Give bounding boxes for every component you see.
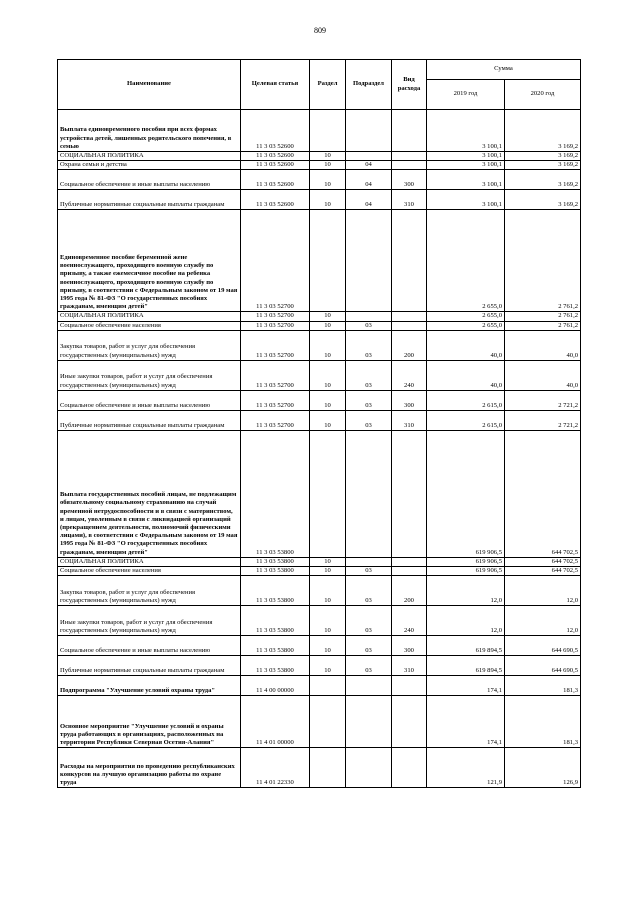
row-subsection bbox=[346, 676, 392, 696]
header-year-2019: 2019 год bbox=[427, 80, 505, 110]
row-section: 10 bbox=[310, 321, 346, 330]
row-name: Расходы на мероприятия по проведению республиканских конкурсов на лучшую организацию работы по охране труда bbox=[58, 748, 241, 788]
row-sum-2020: 40,0 bbox=[505, 360, 581, 390]
row-sum-2019: 619 894,5 bbox=[427, 636, 505, 656]
row-target: 11 3 03 52700 bbox=[241, 390, 310, 410]
header-expense-type: Вид расхода bbox=[392, 60, 427, 110]
row-subsection bbox=[346, 696, 392, 748]
row-sum-2019: 2 615,0 bbox=[427, 410, 505, 430]
row-subsection bbox=[346, 430, 392, 557]
row-target: 11 3 03 53800 bbox=[241, 656, 310, 676]
row-name: Публичные нормативные социальные выплаты гражданам bbox=[58, 190, 241, 210]
row-name: Иные закупки товаров, работ и услуг для обеспечения государственных (муниципальных) нужд bbox=[58, 606, 241, 636]
table-row bbox=[58, 676, 581, 696]
row-sum-2019: 3 100,1 bbox=[427, 161, 505, 170]
row-sum-2020: 2 721,2 bbox=[505, 410, 581, 430]
header-target: Целевая статья bbox=[241, 60, 310, 110]
row-section: 10 bbox=[310, 161, 346, 170]
row-sum-2020: 2 761,2 bbox=[505, 312, 581, 321]
row-expense-type bbox=[392, 210, 427, 312]
row-target: 11 3 03 52600 bbox=[241, 170, 310, 190]
row-sum-2020: 181,3 bbox=[505, 696, 581, 748]
table-row bbox=[58, 606, 581, 636]
row-sum-2019: 174,1 bbox=[427, 696, 505, 748]
row-target: 11 3 03 52600 bbox=[241, 152, 310, 161]
row-sum-2020: 3 169,2 bbox=[505, 170, 581, 190]
row-section: 10 bbox=[310, 557, 346, 566]
header-section: Раздел bbox=[310, 60, 346, 110]
table-row bbox=[58, 576, 581, 606]
table-row bbox=[58, 557, 581, 566]
row-expense-type: 240 bbox=[392, 606, 427, 636]
row-sum-2020: 126,9 bbox=[505, 748, 581, 788]
row-sum-2019: 3 100,1 bbox=[427, 190, 505, 210]
row-subsection: 03 bbox=[346, 410, 392, 430]
row-expense-type: 300 bbox=[392, 390, 427, 410]
row-name: Закупка товаров, работ и услуг для обеспечения государственных (муниципальных) нужд bbox=[58, 330, 241, 360]
row-expense-type bbox=[392, 312, 427, 321]
row-target: 11 3 03 53800 bbox=[241, 606, 310, 636]
row-section bbox=[310, 110, 346, 152]
row-expense-type: 310 bbox=[392, 410, 427, 430]
row-section: 10 bbox=[310, 152, 346, 161]
row-sum-2020: 3 169,2 bbox=[505, 161, 581, 170]
row-section: 10 bbox=[310, 190, 346, 210]
row-expense-type bbox=[392, 430, 427, 557]
row-sum-2019: 3 100,1 bbox=[427, 170, 505, 190]
row-section: 10 bbox=[310, 576, 346, 606]
row-target: 11 3 03 52700 bbox=[241, 330, 310, 360]
table-row bbox=[58, 170, 581, 190]
row-target: 11 3 03 53800 bbox=[241, 636, 310, 656]
row-sum-2020: 2 761,2 bbox=[505, 210, 581, 312]
row-expense-type bbox=[392, 321, 427, 330]
row-target: 11 4 01 22330 bbox=[241, 748, 310, 788]
row-sum-2020: 2 721,2 bbox=[505, 390, 581, 410]
row-subsection bbox=[346, 748, 392, 788]
row-name: Закупка товаров, работ и услуг для обеспечения государственных (муниципальных) нужд bbox=[58, 576, 241, 606]
row-name: Социальное обеспечение и иные выплаты населению bbox=[58, 390, 241, 410]
row-sum-2020: 40,0 bbox=[505, 330, 581, 360]
row-expense-type: 300 bbox=[392, 636, 427, 656]
table-row bbox=[58, 430, 581, 557]
row-target: 11 4 01 00000 bbox=[241, 696, 310, 748]
row-name: Выплата государственных пособий лицам, не подлежащим обязательному социальному страхованию на случай временной нетрудоспособности и в связи с материнством, и лицам, уволенным в связи с ликвидацией организаций (прекращением деятельности, полномочий физическими лицами), в соответствии с Федеральным законом от 19 мая 1995 года № 81-ФЗ "О государственных пособиях гражданам, имеющим детей" bbox=[58, 430, 241, 557]
row-target: 11 3 03 52700 bbox=[241, 321, 310, 330]
budget-table bbox=[57, 59, 581, 788]
row-expense-type: 200 bbox=[392, 330, 427, 360]
row-subsection bbox=[346, 312, 392, 321]
row-section bbox=[310, 210, 346, 312]
table-row bbox=[58, 567, 581, 576]
row-subsection bbox=[346, 110, 392, 152]
row-expense-type bbox=[392, 696, 427, 748]
row-sum-2020: 12,0 bbox=[505, 606, 581, 636]
row-target: 11 3 03 52700 bbox=[241, 410, 310, 430]
header-sum: Сумма bbox=[427, 60, 581, 80]
row-sum-2019: 619 906,5 bbox=[427, 430, 505, 557]
row-sum-2019: 2 655,0 bbox=[427, 321, 505, 330]
row-sum-2019: 40,0 bbox=[427, 330, 505, 360]
row-expense-type bbox=[392, 161, 427, 170]
row-expense-type bbox=[392, 567, 427, 576]
row-sum-2020: 12,0 bbox=[505, 576, 581, 606]
row-expense-type: 310 bbox=[392, 190, 427, 210]
row-name: Основное мероприятие "Улучшение условий и охраны труда работающих в организациях, расположенных на территории Республики Северная Осетия-Алания" bbox=[58, 696, 241, 748]
row-name: Выплата единовременного пособия при всех формах устройства детей, лишенных родительского попечения, в семью bbox=[58, 110, 241, 152]
row-sum-2019: 40,0 bbox=[427, 360, 505, 390]
row-section: 10 bbox=[310, 330, 346, 360]
row-subsection bbox=[346, 557, 392, 566]
row-section: 10 bbox=[310, 312, 346, 321]
row-section bbox=[310, 696, 346, 748]
table-row bbox=[58, 636, 581, 656]
row-sum-2020: 2 761,2 bbox=[505, 321, 581, 330]
row-section: 10 bbox=[310, 636, 346, 656]
row-subsection: 03 bbox=[346, 567, 392, 576]
table-row bbox=[58, 410, 581, 430]
table-row bbox=[58, 161, 581, 170]
row-sum-2019: 2 615,0 bbox=[427, 390, 505, 410]
row-target: 11 3 03 52700 bbox=[241, 312, 310, 321]
row-subsection: 03 bbox=[346, 390, 392, 410]
header-year-2020: 2020 год bbox=[505, 80, 581, 110]
row-name: СОЦИАЛЬНАЯ ПОЛИТИКА bbox=[58, 152, 241, 161]
row-expense-type bbox=[392, 676, 427, 696]
row-sum-2020: 644 690,5 bbox=[505, 636, 581, 656]
row-subsection bbox=[346, 152, 392, 161]
row-target: 11 3 03 53800 bbox=[241, 576, 310, 606]
row-name: Публичные нормативные социальные выплаты гражданам bbox=[58, 410, 241, 430]
row-expense-type bbox=[392, 152, 427, 161]
row-name: Подпрограмма "Улучшение условий охраны труда" bbox=[58, 676, 241, 696]
row-section: 10 bbox=[310, 606, 346, 636]
row-name: Публичные нормативные социальные выплаты гражданам bbox=[58, 656, 241, 676]
table-row bbox=[58, 748, 581, 788]
row-expense-type bbox=[392, 748, 427, 788]
row-sum-2019: 12,0 bbox=[427, 606, 505, 636]
row-target: 11 3 03 52600 bbox=[241, 161, 310, 170]
row-subsection: 03 bbox=[346, 656, 392, 676]
row-expense-type: 200 bbox=[392, 576, 427, 606]
row-name: СОЦИАЛЬНАЯ ПОЛИТИКА bbox=[58, 557, 241, 566]
row-section bbox=[310, 748, 346, 788]
row-sum-2020: 3 169,2 bbox=[505, 152, 581, 161]
table-row bbox=[58, 110, 581, 152]
row-target: 11 3 03 52700 bbox=[241, 360, 310, 390]
row-subsection: 04 bbox=[346, 170, 392, 190]
row-target: 11 4 00 00000 bbox=[241, 676, 310, 696]
row-expense-type bbox=[392, 557, 427, 566]
row-target: 11 3 03 52600 bbox=[241, 110, 310, 152]
table-row bbox=[58, 152, 581, 161]
row-sum-2019: 3 100,1 bbox=[427, 110, 505, 152]
row-sum-2020: 181,3 bbox=[505, 676, 581, 696]
row-subsection: 03 bbox=[346, 330, 392, 360]
row-target: 11 3 03 52700 bbox=[241, 210, 310, 312]
row-section bbox=[310, 430, 346, 557]
row-section: 10 bbox=[310, 390, 346, 410]
header-name: Наименование bbox=[58, 60, 241, 110]
table-row bbox=[58, 321, 581, 330]
row-sum-2020: 3 169,2 bbox=[505, 190, 581, 210]
row-name: Социальное обеспечение населения bbox=[58, 567, 241, 576]
row-expense-type: 310 bbox=[392, 656, 427, 676]
table-row bbox=[58, 696, 581, 748]
table-row bbox=[58, 210, 581, 312]
row-subsection: 03 bbox=[346, 576, 392, 606]
row-expense-type bbox=[392, 110, 427, 152]
row-sum-2019: 12,0 bbox=[427, 576, 505, 606]
row-sum-2019: 3 100,1 bbox=[427, 152, 505, 161]
row-subsection: 03 bbox=[346, 360, 392, 390]
row-name: Единовременное пособие беременной жене военнослужащего, проходящего военную службу по призыву, а также ежемесячное пособие на ребенка военнослужащего, проходящего военную службу по призыву, в соответствии с Федеральным законом от 19 мая 1995 года № 81-ФЗ "О государственных пособиях гражданам, имеющим детей" bbox=[58, 210, 241, 312]
row-section: 10 bbox=[310, 170, 346, 190]
row-target: 11 3 03 53800 bbox=[241, 430, 310, 557]
row-sum-2020: 644 690,5 bbox=[505, 656, 581, 676]
table-row bbox=[58, 312, 581, 321]
header-subsection: Подраздел bbox=[346, 60, 392, 110]
row-sum-2019: 174,1 bbox=[427, 676, 505, 696]
row-name: Социальное обеспечение населения bbox=[58, 321, 241, 330]
row-subsection: 03 bbox=[346, 636, 392, 656]
row-section: 10 bbox=[310, 410, 346, 430]
row-sum-2019: 619 906,5 bbox=[427, 557, 505, 566]
row-target: 11 3 03 52600 bbox=[241, 190, 310, 210]
row-name: Иные закупки товаров, работ и услуг для обеспечения государственных (муниципальных) нужд bbox=[58, 360, 241, 390]
row-subsection: 03 bbox=[346, 321, 392, 330]
row-sum-2020: 644 702,5 bbox=[505, 567, 581, 576]
row-subsection: 04 bbox=[346, 161, 392, 170]
row-expense-type: 240 bbox=[392, 360, 427, 390]
row-name: Социальное обеспечение и иные выплаты населению bbox=[58, 636, 241, 656]
row-section bbox=[310, 676, 346, 696]
table-row bbox=[58, 190, 581, 210]
row-sum-2019: 619 906,5 bbox=[427, 567, 505, 576]
row-sum-2020: 644 702,5 bbox=[505, 557, 581, 566]
table-row bbox=[58, 390, 581, 410]
row-name: СОЦИАЛЬНАЯ ПОЛИТИКА bbox=[58, 312, 241, 321]
row-subsection: 03 bbox=[346, 606, 392, 636]
row-sum-2020: 3 169,2 bbox=[505, 110, 581, 152]
table-row bbox=[58, 330, 581, 360]
row-name: Социальное обеспечение и иные выплаты населению bbox=[58, 170, 241, 190]
table-row bbox=[58, 360, 581, 390]
table-row bbox=[58, 656, 581, 676]
row-target: 11 3 03 53800 bbox=[241, 557, 310, 566]
row-sum-2020: 644 702,5 bbox=[505, 430, 581, 557]
row-sum-2019: 121,9 bbox=[427, 748, 505, 788]
row-subsection bbox=[346, 210, 392, 312]
row-expense-type: 300 bbox=[392, 170, 427, 190]
row-section: 10 bbox=[310, 567, 346, 576]
row-section: 10 bbox=[310, 656, 346, 676]
row-section: 10 bbox=[310, 360, 346, 390]
row-target: 11 3 03 53800 bbox=[241, 567, 310, 576]
row-name: Охрана семьи и детства bbox=[58, 161, 241, 170]
row-subsection: 04 bbox=[346, 190, 392, 210]
row-sum-2019: 2 655,0 bbox=[427, 312, 505, 321]
row-sum-2019: 2 655,0 bbox=[427, 210, 505, 312]
row-sum-2019: 619 894,5 bbox=[427, 656, 505, 676]
page-number: 809 bbox=[314, 26, 326, 35]
